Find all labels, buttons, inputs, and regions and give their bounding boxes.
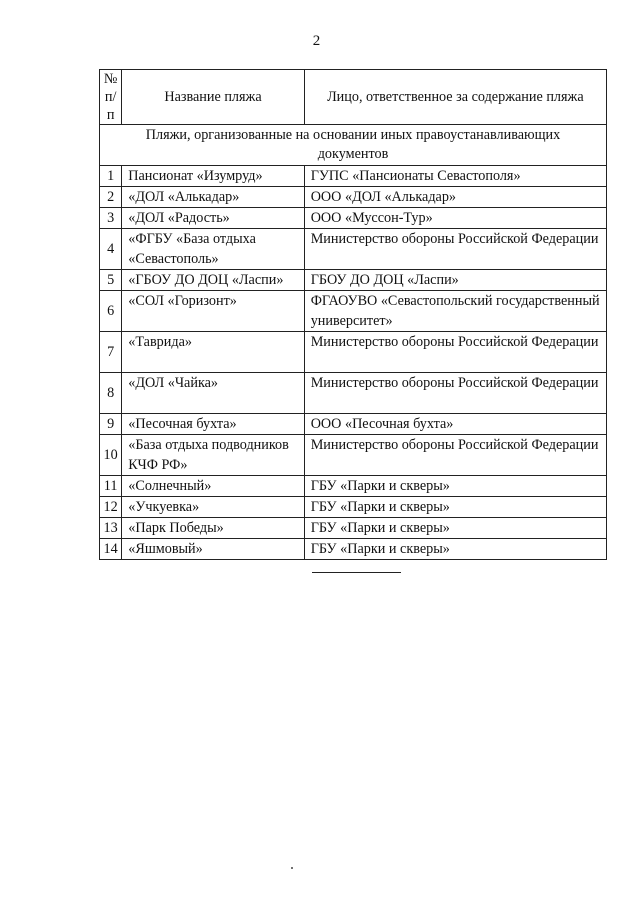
- table-row: [100, 291, 607, 332]
- table-header-row: [100, 70, 607, 125]
- row-number: 14: [100, 539, 122, 560]
- stray-dot: [291, 867, 293, 869]
- end-separator-line: [312, 572, 401, 573]
- table-row: [100, 229, 607, 270]
- responsible-cell: ГУПС «Пансионаты Севастополя»: [304, 166, 606, 187]
- table-row: [100, 187, 607, 208]
- table-row: [100, 332, 607, 373]
- responsible-cell: ООО «Муссон-Тур»: [304, 208, 606, 229]
- row-number: 2: [100, 187, 122, 208]
- beach-name-cell: «ДОЛ «Радость»: [122, 208, 304, 229]
- beach-name-cell: «ДОЛ «Чайка»: [122, 373, 304, 414]
- page-number: 2: [312, 33, 321, 49]
- table-row: [100, 435, 607, 476]
- row-number: 8: [100, 373, 122, 414]
- beach-table: [99, 69, 607, 560]
- responsible-cell: ГБУ «Парки и скверы»: [304, 476, 606, 497]
- row-number: 13: [100, 518, 122, 539]
- responsible-cell: ООО «Песочная бухта»: [304, 414, 606, 435]
- beach-name-cell: «ДОЛ «Алькадар»: [122, 187, 304, 208]
- beach-name-cell: «Таврида»: [122, 332, 304, 373]
- responsible-cell: ГБОУ ДО ДОЦ «Ласпи»: [304, 270, 606, 291]
- responsible-cell: Министерство обороны Российской Федерации: [304, 229, 606, 270]
- responsible-cell: ГБУ «Парки и скверы»: [304, 497, 606, 518]
- responsible-cell: Министерство обороны Российской Федерации: [304, 332, 606, 373]
- beach-name-cell: «Яшмовый»: [122, 539, 304, 560]
- table-row: [100, 518, 607, 539]
- responsible-cell: ФГАОУВО «Севастопольский государственный университет»: [304, 291, 606, 332]
- row-number: 1: [100, 166, 122, 187]
- table-row: [100, 476, 607, 497]
- table-row: [100, 497, 607, 518]
- beach-name-cell: «СОЛ «Горизонт»: [122, 291, 304, 332]
- row-number: 5: [100, 270, 122, 291]
- row-number: 7: [100, 332, 122, 373]
- table-row: [100, 270, 607, 291]
- responsible-cell: ООО «ДОЛ «Алькадар»: [304, 187, 606, 208]
- row-number: 4: [100, 229, 122, 270]
- beach-name-cell: «ФГБУ «База отдыха «Севастополь»: [122, 229, 304, 270]
- responsible-cell: ГБУ «Парки и скверы»: [304, 518, 606, 539]
- beach-name-cell: «Солнечный»: [122, 476, 304, 497]
- beach-name-cell: «ГБОУ ДО ДОЦ «Ласпи»: [122, 270, 304, 291]
- table-row: [100, 539, 607, 560]
- beach-name-cell: «Песочная бухта»: [122, 414, 304, 435]
- header-responsible: Лицо, ответственное за содержание пляжа: [304, 70, 606, 125]
- row-number: 10: [100, 435, 122, 476]
- row-number: 3: [100, 208, 122, 229]
- beach-name-cell: «Учкуевка»: [122, 497, 304, 518]
- responsible-cell: Министерство обороны Российской Федерации: [304, 435, 606, 476]
- row-number: 12: [100, 497, 122, 518]
- header-number: № п/п: [100, 70, 122, 125]
- beach-name-cell: «Парк Победы»: [122, 518, 304, 539]
- section-title: Пляжи, организованные на основании иных правоустанавливающих документов: [100, 125, 607, 166]
- table-row: [100, 208, 607, 229]
- beach-name-cell: «База отдыха подводников КЧФ РФ»: [122, 435, 304, 476]
- table-row: [100, 373, 607, 414]
- responsible-cell: ГБУ «Парки и скверы»: [304, 539, 606, 560]
- row-number: 6: [100, 291, 122, 332]
- responsible-cell: Министерство обороны Российской Федерации: [304, 373, 606, 414]
- section-row: [100, 125, 607, 166]
- row-number: 11: [100, 476, 122, 497]
- table-row: [100, 414, 607, 435]
- beach-name-cell: Пансионат «Изумруд»: [122, 166, 304, 187]
- header-beach-name: Название пляжа: [122, 70, 304, 125]
- row-number: 9: [100, 414, 122, 435]
- table-row: [100, 166, 607, 187]
